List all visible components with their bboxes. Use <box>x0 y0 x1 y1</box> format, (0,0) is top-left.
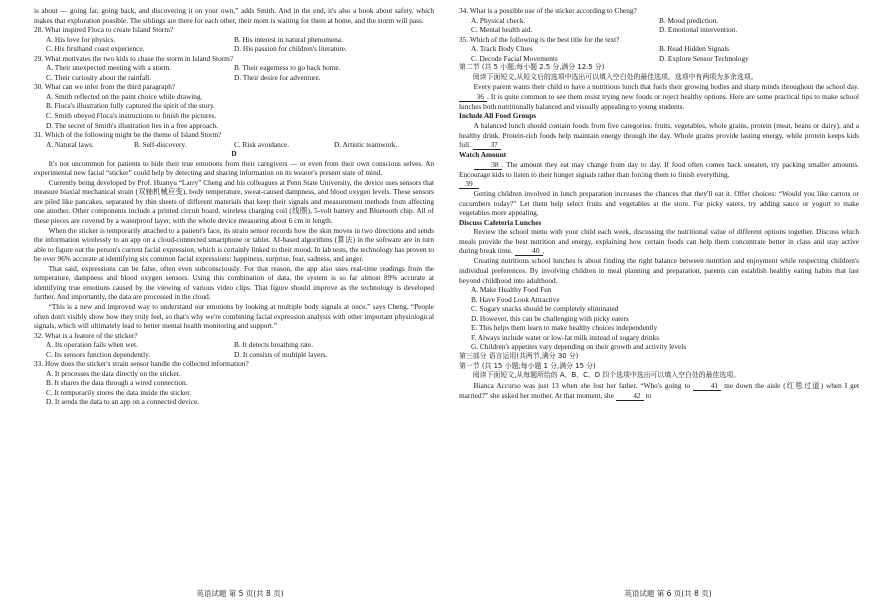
blank-39[interactable]: 39 <box>459 180 479 189</box>
passage-d-paragraph: That said, expressions can be false, often even subconsciously. For that reason, the app also uses real-time readings from the temperature, dampness and blood oxygen sensors. Using this combination of data, the system is so far almost 89% accurate at identifying true emotions caused by the viewing of various video clips. That figure should improve as the technology is developed further. And importantly, the data are processed in the cloud. <box>34 263 434 302</box>
section-2-instructions: 阅读下面短文,从短文后的选项中选出可以填入空白处的最佳选项。选项中有两项为多余选项。 <box>472 72 758 81</box>
blank-41[interactable]: 41 <box>693 382 721 391</box>
passage-c-ending: is about — going far, going back, and discovering it on your own,” adds Smith. And in the end, it's also a book about safety, which makes that exploration possible. The siblings are there for each other, their mom is waiting for them at home, and the storm will pass. <box>34 6 434 25</box>
passage-paragraph: Getting children involved in lunch preparation increases the chances that they'll eat it. Offer choices: “Would you like carrots or cucumbers today?” Let them help select fruits and vegetables at the store. For picky eaters, try adding sauce or yogurt to make vegetables more appealing. <box>459 189 859 218</box>
question-stem: 34. What is a possible use of the sticker according to Cheng? <box>459 6 637 15</box>
subheading: Include All Food Groups <box>459 111 537 121</box>
option-b: B. His interest in natural phenomena. <box>234 34 343 44</box>
passage-d-paragraph: When the sticker is temporarily attached to a patient's face, its strain sensor records how the skin moves in two directions and sends the information wirelessly to an app on a cloud-connected smartphone or tablet. AI-based algorithms (算法) in the software are in turn able to figure out the person's current facial expression, which is certainly linked to their mood. In lab tests, the technology has proven to be over 96% accurate at identifying six common facial expressions: happiness, surprise, fear, sadness, and anger. <box>34 225 434 264</box>
question-30 <box>34 82 434 130</box>
page-footer-left: 英语试题 第 5 页(共 8 页) <box>196 589 284 598</box>
passage-d-paragraph: “This is a new and improved way to understand our emotions by looking at multiple body signals at once,” says Cheng. “People often don't visibly show how they truly feel, so that's why we're combining facial expression analysis with other important physiological signals, which will ultimately lead to better mental health monitoring and support.” <box>34 301 434 331</box>
question-32 <box>34 331 434 360</box>
subheading: Discuss Cafeteria Lunches <box>459 217 542 227</box>
option-a: A. Its operation fails when wet. <box>46 340 138 350</box>
option-b: B. Have Food Look Attractive <box>471 294 560 304</box>
question-stem: 32. What is a feature of the sticker? <box>34 330 138 340</box>
right-page <box>459 6 859 401</box>
question-31 <box>34 130 434 149</box>
passage-d-label: D <box>231 149 237 159</box>
option-d: D. Artistic teamwork. <box>334 139 398 149</box>
option-b: B. It shares the data through a wired connection. <box>46 378 188 388</box>
option-c: C. Smith obeyed Floca's instructions to finish the pictures. <box>46 111 217 121</box>
question-stem: 29. What motivates the two kids to chase the storm in Island Storm? <box>34 53 234 63</box>
blank-line-39 <box>459 179 859 189</box>
passage-paragraph: Review the school menu with your child each week, discussing the nutritional value of different options together. Discuss which meals provide the best nutrition and energy, explaining how certain foods can help them concentrate better in class and stay active during break time. 40 . <box>459 227 859 256</box>
blank-40[interactable]: 40 <box>515 247 543 256</box>
question-33 <box>34 359 434 407</box>
option-b: B. Read Hidden Signals <box>659 44 730 54</box>
option-d: D. Their desire for adventure. <box>234 72 321 82</box>
option-b: B. It detects breathing rate. <box>234 340 314 350</box>
option-c: C. Its sensors function dependently. <box>46 349 151 359</box>
answer-options <box>459 285 859 352</box>
option-b: B. Self-discovery. <box>134 139 187 149</box>
question-stem: 31. Which of the following might be the theme of Island Storm? <box>34 130 222 140</box>
option-d: D. It sends the data to an app on a connected device. <box>46 397 199 407</box>
question-stem: 35. Which of the following is the best title for the text? <box>459 34 620 44</box>
option-e: E. This helps them learn to make healthy choices independently <box>471 323 658 333</box>
option-c: C. It temporarily stores the data inside the sticker. <box>46 387 192 397</box>
option-a: A. Physical check. <box>471 15 526 25</box>
option-b: B. Floca's illustration fully captured the spirit of the story. <box>46 101 215 111</box>
section-1-title: 第一节 (共 15 小题;每小题 1 分,满分 15 分) <box>459 361 596 370</box>
option-a: A. Natural laws. <box>46 139 94 149</box>
option-a: A. It processes the data directly on the sticker. <box>46 368 181 378</box>
option-a: A. Smith reflected on the paint choice while drawing. <box>46 91 203 101</box>
option-d: D. Explore Sensor Technology <box>659 53 749 63</box>
blank-36[interactable]: 36 <box>459 93 487 102</box>
blank-38[interactable]: 38 <box>474 161 502 170</box>
page-footer-right: 英语试题 第 6 页(共 8 页) <box>624 589 712 598</box>
option-b: B. Their eagerness to go back home. <box>234 63 341 73</box>
subheading: Watch Amount <box>459 150 507 160</box>
question-stem: 28. What inspired Floca to create Island Storm? <box>34 25 174 35</box>
option-d: D. Emotional intervention. <box>659 25 738 35</box>
option-b: B. Mood prediction. <box>659 15 719 25</box>
option-f: F. Always include water or low-fat milk instead of sugary drinks <box>471 332 660 342</box>
question-stem: 33. How does the sticker's strain sensor handle the collected information? <box>34 359 249 369</box>
option-d: D. His passion for children's literature. <box>234 44 347 54</box>
passage-d-paragraph: It's not uncommon for patients to hide their true emotions from their caregivers — or even from their own conscious selves. An experimental new facial “sticker” could help by detecting and sharing information on its wearer's present state of mind. <box>34 158 434 178</box>
option-g: G. Children's appetites vary depending on their growth and activity levels <box>471 342 687 352</box>
left-page <box>34 6 434 407</box>
passage-paragraph: 38 . The amount they eat may change from day to day. If food often comes back uneaten, try packing smaller amounts. Encourage kids to listen to their hunger signals rather than forcing them to finish everything. <box>459 159 859 179</box>
question-34 <box>459 6 859 35</box>
passage-paragraph: Every parent wants their child to have a nutritious lunch that fuels their growing bodies and sharp minds throughout the school day. 36 . It is quite common to see them resist trying new foods or reject healthy options. Here are some practical tips to make school lunches both nutritionally balanced and visually appealing to young students. <box>459 82 859 111</box>
section-2-title: 第二节 (共 5 小题;每小题 2.5 分,满分 12.5 分) <box>459 63 605 72</box>
passage-paragraph: Bianca Accurso was just 13 when she lost her father. “Who's going to 41 me down the aisle (红毯过道) when I get married?” she asked her mother. At that moment, she 42 to <box>459 380 860 400</box>
passage-paragraph: A balanced lunch should contain foods from five categories: fruits, vegetables, whole grains, protein (meat, beans or dairy), and a healthy drink. Protein-rich foods help maintain energy through the day. Whole grains provide lasting energy, while protein keeps kids full. 37 <box>459 121 859 150</box>
option-a: A. His love for physics. <box>46 34 116 44</box>
blank-42[interactable]: 42 <box>616 392 644 401</box>
option-c: C. Risk avoidance. <box>234 139 290 149</box>
option-c: C. Their curiosity about the rainfall. <box>46 72 152 82</box>
blank-37[interactable]: 37 <box>473 141 501 150</box>
option-a: A. Track Body Clues <box>471 44 533 54</box>
option-c: C. Mental health aid. <box>471 25 533 35</box>
option-d: D. It consists of multiple layers. <box>234 349 328 359</box>
question-35 <box>459 35 859 64</box>
option-a: A. Make Healthy Food Fun <box>471 285 552 295</box>
option-d: D. However, this can be challenging with picky eaters <box>471 313 629 323</box>
passage-d-paragraph: Currently being developed by Prof. Huanyu “Larry” Cheng and his colleagues at Penn State University, the device uses sensors that measure biaxial mechanical strain (双轴机械应变), body temperature, sweat-caused dampness, and blood oxygen levels. These sensors are piled like pancakes, separated by thin sheets of different materials that keep their signals and measurement methods from affecting one another. Other components include a printed circuit board, wireless charging coil (线圈), 5-volt battery and Bluetooth chip. All of these pieces are covered by a waterproof layer, with the whole device measuring about 6 cm in length. <box>34 177 434 226</box>
option-c: C. His firsthand coast experience. <box>46 44 145 54</box>
passage-paragraph: Creating nutritious school lunches is about finding the right balance between nutrition and enjoyment while respecting children's individual preferences. By involving children in meal planning and preparation, parents can establish healthy eating habits that last beyond childhood into adulthood. <box>459 256 859 285</box>
question-29 <box>34 54 434 83</box>
option-d: D. The secret of Smith's illustration lies in a free approach. <box>46 120 218 130</box>
section-1-instructions: 阅读下面短文,从每题所给的 A、B、C、D 四个选项中选出可以填入空白处的最佳选项。 <box>472 371 741 380</box>
option-c: C. Decode Facial Movements <box>471 53 558 63</box>
question-28 <box>34 25 434 54</box>
option-c: C. Sugary snacks should be completely eliminated <box>471 304 619 314</box>
question-stem: 30. What can we infer from the third paragraph? <box>34 82 176 92</box>
part-3-title: 第三部分 语言运用(共两节,满分 30 分) <box>459 351 579 360</box>
option-a: A. Their unexpected meeting with a storm. <box>46 63 172 73</box>
